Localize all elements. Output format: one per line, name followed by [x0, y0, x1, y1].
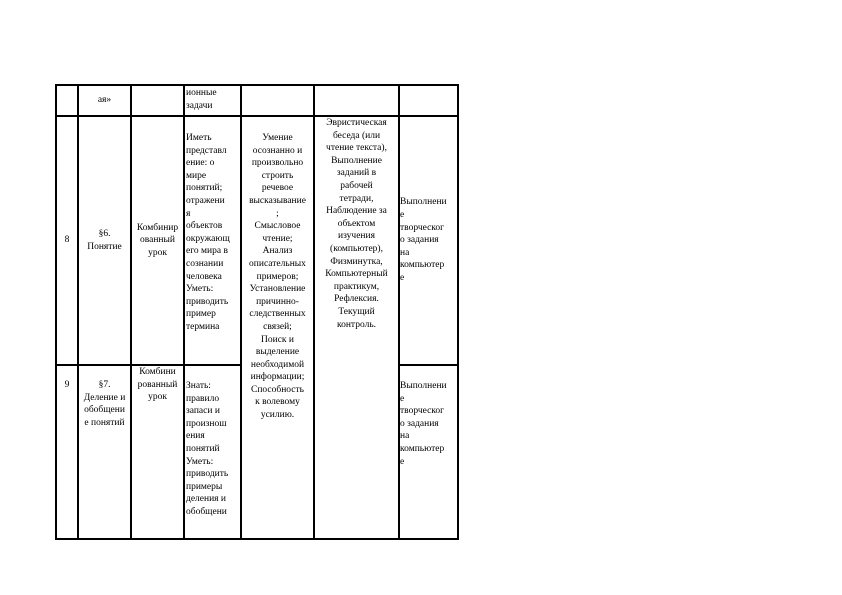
row9-knowledge: Знать: правило запаси и произнош ения понятий Уметь: приводить примеры деления и обобщени [186, 381, 229, 517]
column-divider [183, 84, 185, 540]
uud-merged-cell: Умение осознанно и произвольно строить речевое высказывание ; Смысловое чтение; Анализ описательных примеров; Установление причинно- следственных связей; Поиск и выделение необходимой информации; Способность к волевому усилию. [249, 133, 306, 421]
row8-knowledge: Иметь представл ение: о мире понятий; отражени я объектов окружающ его мира в сознании человека Уметь: приводить пример термина [186, 133, 230, 332]
row9-lesson-type: Комбини рованный урок [137, 367, 178, 403]
row8-lesson-type [132, 117, 183, 364]
row8-lesson-type-text: Комбинир ованный урок [136, 222, 179, 258]
row9-homework: Выполнени е творческог о задания на компьютер е [400, 381, 447, 467]
row8-number-text: 8 [64, 235, 70, 246]
row8-number [57, 117, 77, 364]
row9-number-text: 9 [64, 380, 70, 390]
row8-activities: Эвристическая беседа (или чтение текста), Выполнение заданий в рабочей тетради, Наблюдение за объектом изучения (компьютер), Физминутка, Компьютерный практикум, Рефлексия. Текущий контроль. [325, 118, 388, 330]
header-topic-text: ая» [97, 95, 112, 106]
header-cell-knowledge-continued: ионные задачи [186, 88, 217, 111]
table-border-right [457, 84, 459, 540]
row8-homework-text: Выполнени е творческог о задания на компьютер е [400, 197, 447, 283]
header-cell-topic-continued [79, 86, 130, 115]
row8-topic-text: §6. Понятие [87, 228, 122, 252]
row8-homework [400, 117, 457, 364]
row8-topic [79, 117, 130, 364]
row-divider [398, 364, 459, 366]
row9-number [57, 379, 77, 409]
row9-topic: §7. Деление и обобщени е понятий [83, 380, 126, 428]
